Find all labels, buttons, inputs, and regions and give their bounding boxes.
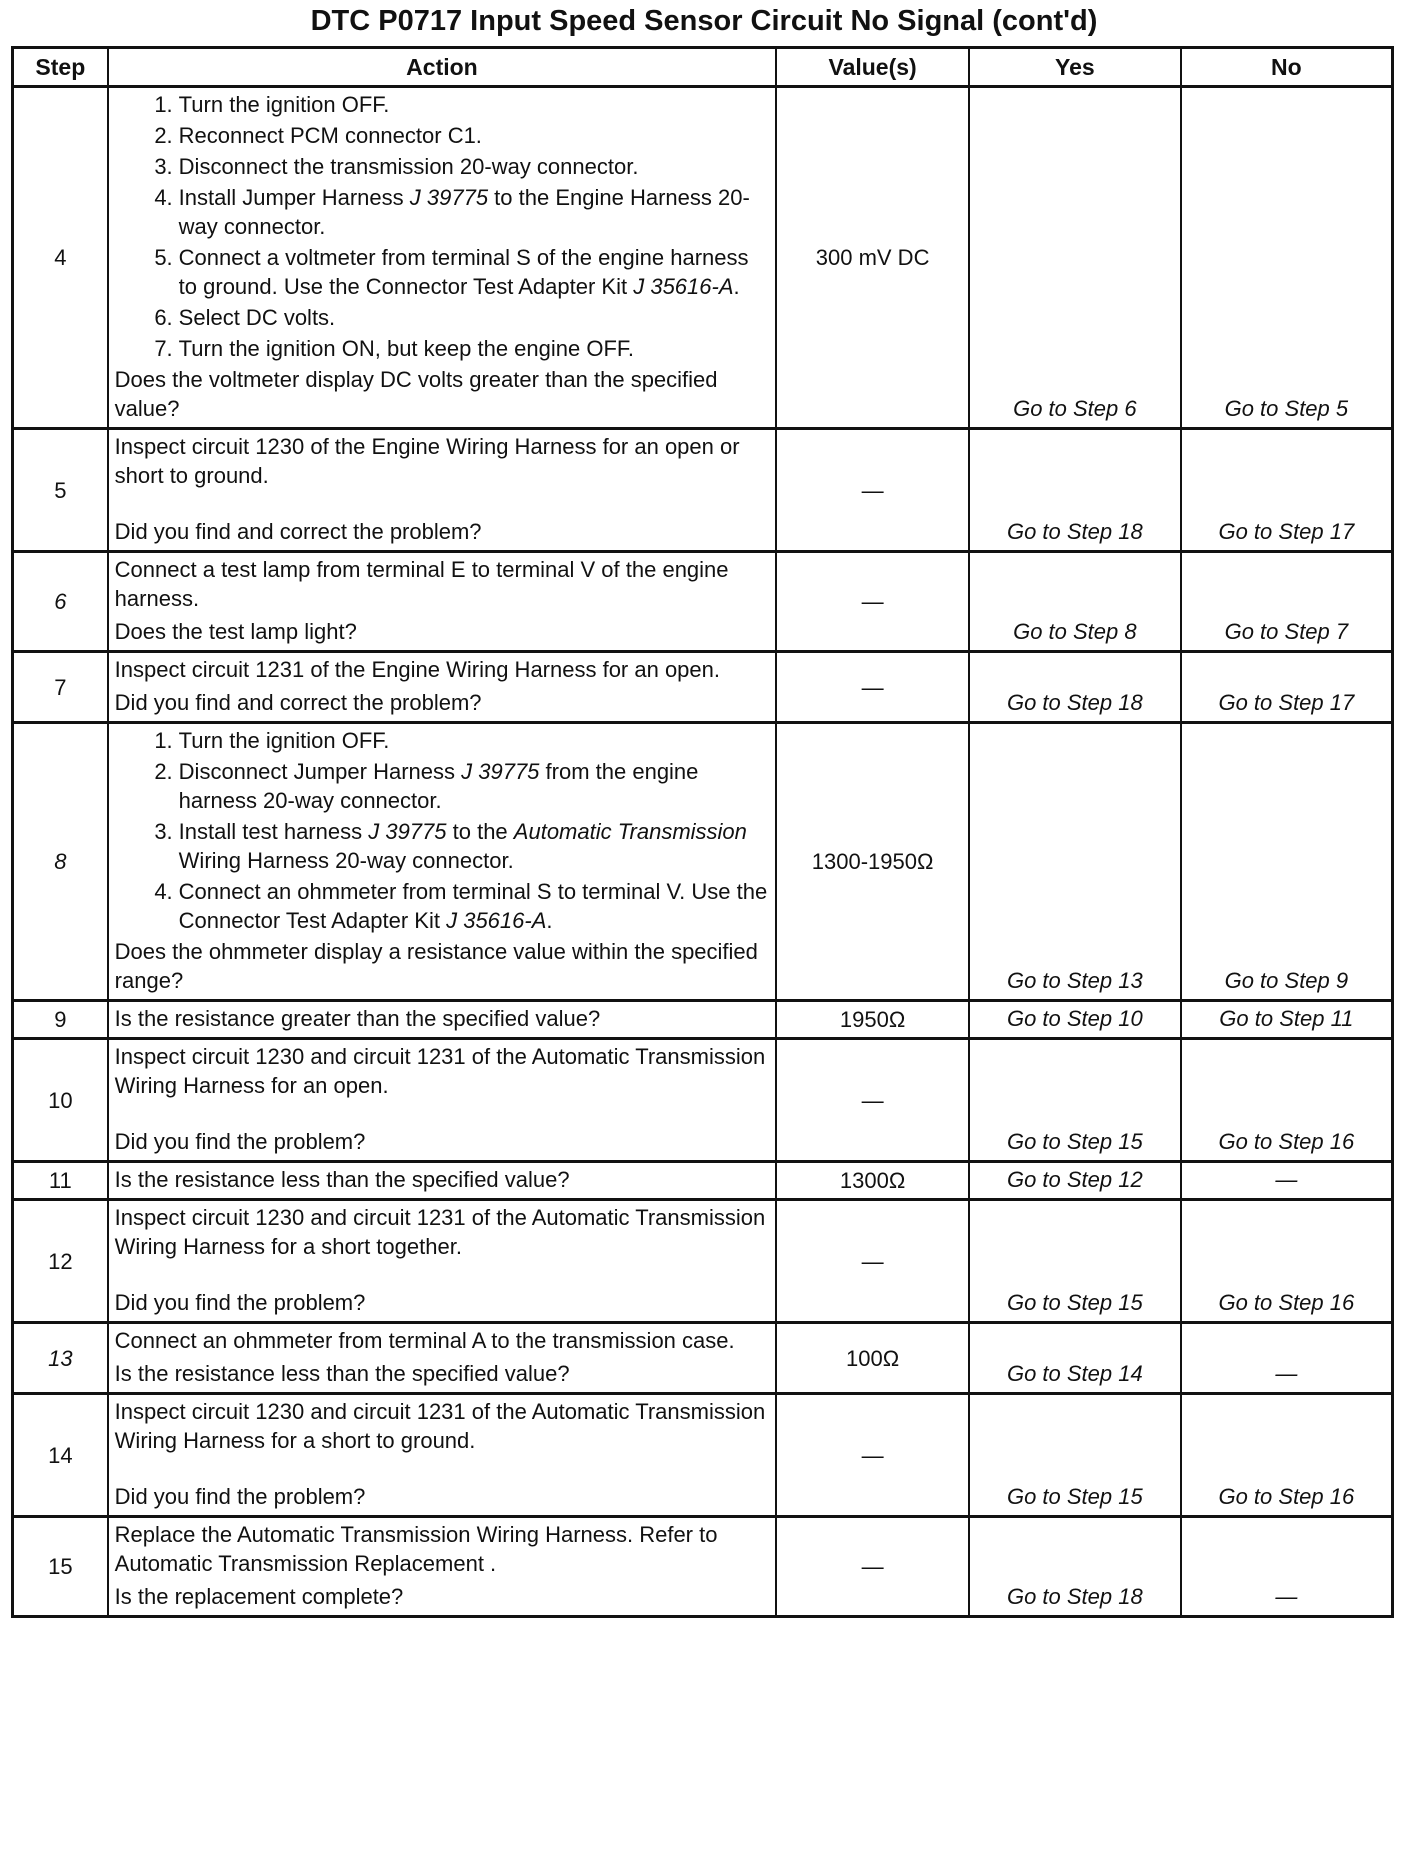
no-cell: Go to Step 17 xyxy=(1181,429,1393,552)
column-header-step: Step xyxy=(13,48,108,87)
no-cell: Go to Step 16 xyxy=(1181,1039,1393,1162)
value-cell: — xyxy=(776,429,969,552)
list-item: 4. Install Jumper Harness J 39775 to the Engine Harness 20-way connector. xyxy=(154,185,750,239)
action-cell xyxy=(108,652,777,723)
step-number: 10 xyxy=(13,1039,108,1162)
instruction-text: Inspect circuit 1230 and circuit 1231 of the Automatic Transmission Wiring Harness for a short to ground. xyxy=(114,1399,766,1453)
value-cell: — xyxy=(776,1200,969,1323)
value-cell: — xyxy=(776,552,969,652)
step-number: 5 xyxy=(13,429,108,552)
column-header-values: Value(s) xyxy=(776,48,969,87)
table-row xyxy=(13,652,1393,723)
list-item: 1. Turn the ignition OFF. xyxy=(154,728,390,753)
value-cell: 100Ω xyxy=(776,1323,969,1394)
yes-cell: Go to Step 18 xyxy=(969,1517,1181,1617)
list-item: 5. Connect a voltmeter from terminal S of the engine harness to ground. Use the Connector Test Adapter Kit J 35616-A. xyxy=(154,245,749,299)
table-row xyxy=(13,1517,1393,1617)
list-item: 3. Disconnect the transmission 20-way connector. xyxy=(154,154,639,179)
yes-cell: Go to Step 6 xyxy=(969,87,1181,429)
no-cell: Go to Step 11 xyxy=(1181,1001,1393,1039)
action-cell xyxy=(108,1323,777,1394)
value-cell: — xyxy=(776,652,969,723)
yes-cell: Go to Step 13 xyxy=(969,723,1181,1001)
value-cell: 1300-1950Ω xyxy=(776,723,969,1001)
table-row xyxy=(13,429,1393,552)
no-cell: Go to Step 17 xyxy=(1181,652,1393,723)
no-cell: Go to Step 9 xyxy=(1181,723,1393,1001)
question-text: Does the test lamp light? xyxy=(114,619,357,644)
list-item: 2. Reconnect PCM connector C1. xyxy=(154,123,482,148)
action-cell xyxy=(108,1200,777,1323)
instruction-text: Replace the Automatic Transmission Wiring Harness. Refer to Automatic Transmission Replacement . xyxy=(114,1522,718,1576)
instruction-list xyxy=(115,726,770,935)
question-text: Did you find the problem? xyxy=(114,1129,366,1154)
step-number: 6 xyxy=(13,552,108,652)
instruction-text: Inspect circuit 1231 of the Engine Wiring Harness for an open. xyxy=(114,657,721,682)
table-row xyxy=(13,723,1393,1001)
table-row xyxy=(13,1200,1393,1323)
question-text: Is the resistance less than the specified value? xyxy=(114,1361,570,1386)
no-cell: Go to Step 16 xyxy=(1181,1200,1393,1323)
yes-cell: Go to Step 12 xyxy=(969,1162,1181,1200)
list-item: 1. Turn the ignition OFF. xyxy=(154,92,390,117)
step-number: 13 xyxy=(13,1323,108,1394)
action-cell xyxy=(108,1001,777,1039)
list-item: 7. Turn the ignition ON, but keep the engine OFF. xyxy=(154,336,635,361)
yes-cell: Go to Step 10 xyxy=(969,1001,1181,1039)
question-text: Did you find the problem? xyxy=(114,1484,366,1509)
no-cell: — xyxy=(1181,1517,1393,1617)
no-cell: Go to Step 5 xyxy=(1181,87,1393,429)
question-text: Did you find and correct the problem? xyxy=(114,690,482,715)
step-number: 11 xyxy=(13,1162,108,1200)
yes-cell: Go to Step 15 xyxy=(969,1394,1181,1517)
list-item: 4. Connect an ohmmeter from terminal S to terminal V. Use the Connector Test Adapter Kit J 35616-A. xyxy=(154,879,768,933)
action-cell xyxy=(108,1162,777,1200)
value-cell: — xyxy=(776,1039,969,1162)
question-text: Did you find the problem? xyxy=(114,1290,366,1315)
diagnostic-table xyxy=(11,46,1394,1618)
value-cell: — xyxy=(776,1517,969,1617)
action-cell xyxy=(108,87,777,429)
action-cell xyxy=(108,1517,777,1617)
step-number: 4 xyxy=(13,87,108,429)
instruction-text: Inspect circuit 1230 and circuit 1231 of the Automatic Transmission Wiring Harness for an open. xyxy=(114,1044,766,1098)
table-row xyxy=(13,87,1393,429)
instruction-list xyxy=(115,90,770,363)
instruction-text: Connect an ohmmeter from terminal A to the transmission case. xyxy=(114,1328,735,1353)
column-header-yes: Yes xyxy=(969,48,1181,87)
table-row xyxy=(13,1394,1393,1517)
no-cell: — xyxy=(1181,1162,1393,1200)
instruction-text: Inspect circuit 1230 and circuit 1231 of the Automatic Transmission Wiring Harness for a short together. xyxy=(114,1205,766,1259)
no-cell: Go to Step 16 xyxy=(1181,1394,1393,1517)
instruction-text: Inspect circuit 1230 of the Engine Wiring Harness for an open or short to ground. xyxy=(114,434,740,488)
step-number: 8 xyxy=(13,723,108,1001)
column-header-action: Action xyxy=(108,48,777,87)
question-text: Did you find and correct the problem? xyxy=(114,519,482,544)
question-text: Does the voltmeter display DC volts greater than the specified value? xyxy=(114,367,718,421)
table-header-row xyxy=(13,48,1393,87)
action-cell xyxy=(108,1039,777,1162)
yes-cell: Go to Step 14 xyxy=(969,1323,1181,1394)
step-number: 15 xyxy=(13,1517,108,1617)
page-title: DTC P0717 Input Speed Sensor Circuit No Signal (cont'd) xyxy=(310,5,1098,37)
table-row xyxy=(13,1323,1393,1394)
table-row xyxy=(13,1162,1393,1200)
action-cell xyxy=(108,723,777,1001)
step-number: 14 xyxy=(13,1394,108,1517)
list-item: 3. Install test harness J 39775 to the Automatic Transmission Wiring Harness 20-way connector. xyxy=(154,819,747,873)
question-text: Is the resistance less than the specified value? xyxy=(114,1167,570,1192)
table-row xyxy=(13,1001,1393,1039)
list-item: 6. Select DC volts. xyxy=(154,305,336,330)
yes-cell: Go to Step 18 xyxy=(969,429,1181,552)
action-cell xyxy=(108,429,777,552)
value-cell: — xyxy=(776,1394,969,1517)
question-text: Is the replacement complete? xyxy=(114,1584,404,1609)
question-text: Does the ohmmeter display a resistance value within the specified range? xyxy=(114,939,758,993)
yes-cell: Go to Step 8 xyxy=(969,552,1181,652)
yes-cell: Go to Step 15 xyxy=(969,1200,1181,1323)
no-cell: Go to Step 7 xyxy=(1181,552,1393,652)
table-row xyxy=(13,1039,1393,1162)
no-cell: — xyxy=(1181,1323,1393,1394)
step-number: 7 xyxy=(13,652,108,723)
step-number: 9 xyxy=(13,1001,108,1039)
question-text: Is the resistance greater than the specified value? xyxy=(114,1006,601,1031)
table-row xyxy=(13,552,1393,652)
instruction-text: Connect a test lamp from terminal E to terminal V of the engine harness. xyxy=(114,557,729,611)
value-cell: 300 mV DC xyxy=(776,87,969,429)
step-number: 12 xyxy=(13,1200,108,1323)
value-cell: 1950Ω xyxy=(776,1001,969,1039)
column-header-no: No xyxy=(1181,48,1393,87)
yes-cell: Go to Step 15 xyxy=(969,1039,1181,1162)
action-cell xyxy=(108,1394,777,1517)
action-cell xyxy=(108,552,777,652)
value-cell: 1300Ω xyxy=(776,1162,969,1200)
list-item: 2. Disconnect Jumper Harness J 39775 from the engine harness 20-way connector. xyxy=(154,759,699,813)
yes-cell: Go to Step 18 xyxy=(969,652,1181,723)
